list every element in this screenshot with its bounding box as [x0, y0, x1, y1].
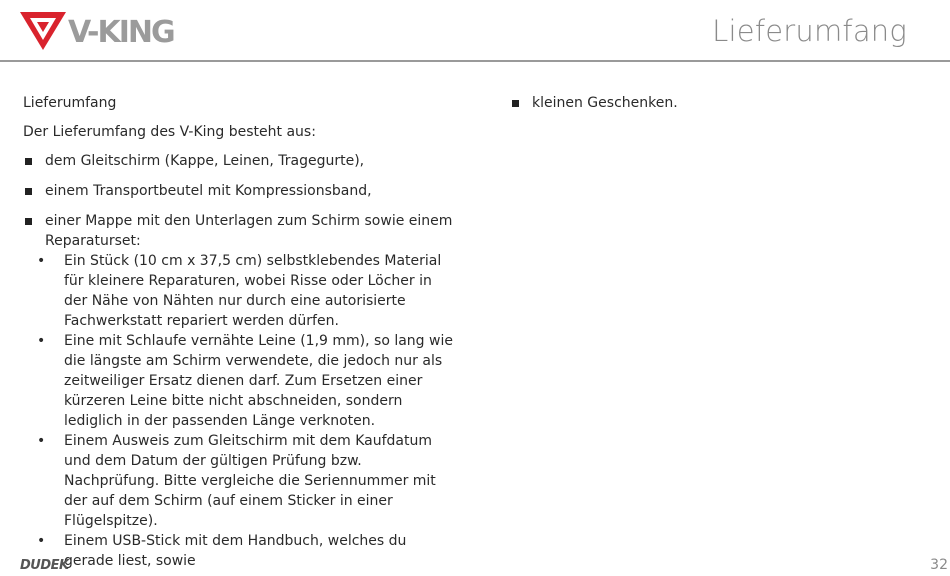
section-heading: Lieferumfang: [23, 95, 117, 111]
page-number: 32: [930, 557, 948, 573]
sub-list-item: [23, 431, 453, 531]
list-item-text: kleinen Geschenken.: [532, 95, 678, 111]
intro-text: Der Lieferumfang des V-King besteht aus:: [23, 124, 316, 140]
square-bullet-icon: [512, 100, 519, 107]
list-item: [510, 93, 920, 113]
v-king-logo: [20, 10, 190, 54]
sub-list-item-text: Ein Stück (10 cm x 37,5 cm) selbstklebendes Material für kleinere Reparaturen, wobei Risse oder Löcher in der Nähe von Nähten nur durch eine autorisierte Fachwerkstatt repariert werden dürfen.: [64, 253, 442, 329]
list-item-text: einer Mappe mit den Unterlagen zum Schirm sowie einem Reparaturset:: [45, 213, 453, 249]
round-bullet-icon: •: [37, 533, 46, 549]
list-item: [23, 211, 453, 251]
left-column: [23, 93, 453, 571]
round-bullet-icon: •: [37, 433, 46, 449]
delivery-list-continued: [510, 93, 920, 113]
square-bullet-icon: [25, 158, 32, 165]
sub-list-item-text: Einem Ausweis zum Gleitschirm mit dem Kaufdatum und dem Datum der gültigen Prüfung bzw. Nachprüfung. Bitte vergleiche die Seriennummer mit der auf dem Schirm (auf einem Sticker in einer Flügelspitze).: [64, 433, 436, 529]
page-title: Lieferumfang: [712, 14, 907, 48]
list-item-text: einem Transportbeutel mit Kompressionsband,: [45, 183, 372, 199]
square-bullet-icon: [25, 188, 32, 195]
square-bullet-icon: [25, 218, 32, 225]
brand-wordmark: V-KING: [68, 15, 174, 50]
sub-list-item: [23, 331, 453, 431]
list-item: [23, 151, 453, 171]
sub-list-item-text: Eine mit Schlaufe vernähte Leine (1,9 mm), so lang wie die längste am Schirm verwendete, die jedoch nur als zeitweiliger Ersatz dienen darf. Zum Ersetzen einer kürzeren Leine bitte nicht abschneiden, sondern lediglich in der passenden Länge verknoten.: [64, 333, 453, 429]
dudek-logo: [20, 556, 88, 572]
round-bullet-icon: •: [37, 253, 46, 269]
sub-list-item: [23, 251, 453, 331]
sub-list-item-text: Einem USB-Stick mit dem Handbuch, welches du gerade liest, sowie: [64, 533, 407, 569]
delivery-list: [23, 151, 453, 251]
header-divider: [0, 60, 950, 62]
repair-kit-list: [23, 251, 453, 571]
dudek-wordmark: DUDEK: [20, 558, 69, 572]
round-bullet-icon: •: [37, 333, 46, 349]
right-column: [510, 93, 920, 123]
list-item-text: dem Gleitschirm (Kappe, Leinen, Tragegurte),: [45, 153, 365, 169]
list-item: [23, 181, 453, 201]
